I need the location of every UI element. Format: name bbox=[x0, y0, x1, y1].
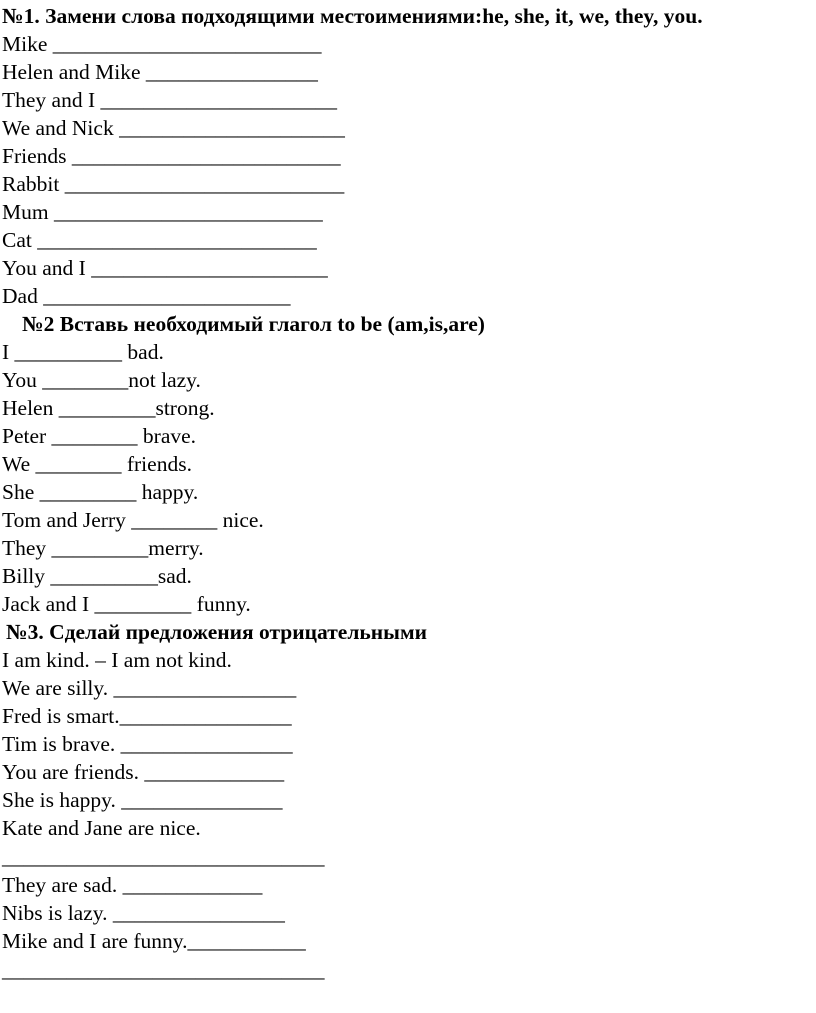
task1-item: Dad _______________________ bbox=[2, 284, 291, 308]
task1-item: We and Nick _____________________ bbox=[2, 116, 345, 140]
task3-item: You are friends. _____________ bbox=[2, 760, 285, 784]
task1-item: They and I ______________________ bbox=[2, 88, 338, 112]
task3-item: We are silly. _________________ bbox=[2, 676, 297, 700]
task2-item: She _________ happy. bbox=[2, 480, 199, 504]
task1-item: Mum _________________________ bbox=[2, 200, 323, 224]
task2-item: Billy __________sad. bbox=[2, 564, 192, 588]
task2-item: You ________not lazy. bbox=[2, 368, 201, 392]
task3-item: I am kind. – I am not kind. bbox=[2, 648, 232, 672]
task1-item: You and I ______________________ bbox=[2, 256, 328, 280]
task3-item: Nibs is lazy. ________________ bbox=[2, 901, 285, 925]
task3-item: Fred is smart.________________ bbox=[2, 704, 292, 728]
task3-answer-line: ______________________________ bbox=[2, 958, 325, 982]
task1-item: Helen and Mike ________________ bbox=[2, 60, 318, 84]
task2-item: They _________merry. bbox=[2, 536, 204, 560]
task2-heading: №2 Вставь необходимый глагол to be (am,is,are) bbox=[22, 312, 485, 336]
task3-heading: №3. Сделай предложения отрицательными bbox=[6, 620, 427, 644]
task3-answer-line: ______________________________ bbox=[2, 845, 325, 869]
task1-item: Mike _________________________ bbox=[2, 32, 322, 56]
task1-heading: №1. Замени слова подходящими местоимениями:he, she, it, we, they, you. bbox=[2, 4, 703, 28]
task2-item: Helen _________strong. bbox=[2, 396, 215, 420]
task2-item: Peter ________ brave. bbox=[2, 424, 197, 448]
task2-item: Jack and I _________ funny. bbox=[2, 592, 251, 616]
task1-item: Friends _________________________ bbox=[2, 144, 341, 168]
task3-item: Kate and Jane are nice. bbox=[2, 816, 201, 840]
task3-item: She is happy. _______________ bbox=[2, 788, 283, 812]
task3-item: Mike and I are funny.___________ bbox=[2, 929, 306, 953]
task2-item: Tom and Jerry ________ nice. bbox=[2, 508, 264, 532]
task2-item: I __________ bad. bbox=[2, 340, 164, 364]
task3-item: Tim is brave. ________________ bbox=[2, 732, 293, 756]
task2-item: We ________ friends. bbox=[2, 452, 192, 476]
task1-item: Cat __________________________ bbox=[2, 228, 317, 252]
task3-item: They are sad. _____________ bbox=[2, 873, 263, 897]
task1-item: Rabbit __________________________ bbox=[2, 172, 345, 196]
